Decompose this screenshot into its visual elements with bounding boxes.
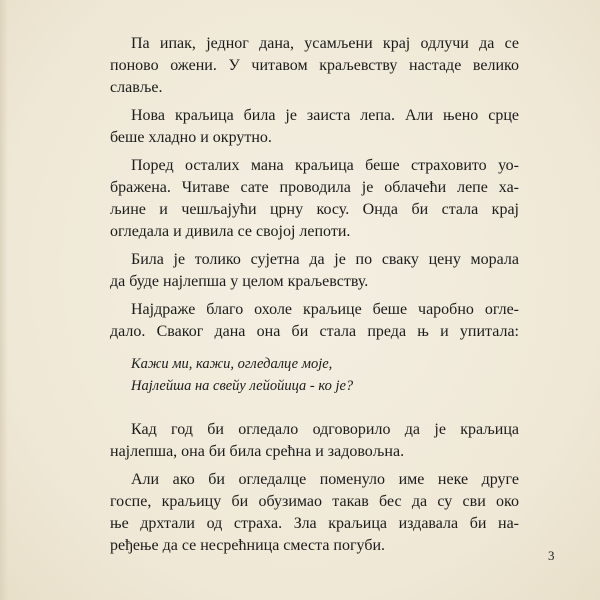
paragraph-5: [110, 299, 519, 343]
text-line: да буде најлепша у целом краљевству.: [110, 273, 369, 290]
paragraph-2: [110, 105, 519, 149]
text-line: Али ако би огледалце поменуло име неке друге: [131, 471, 519, 488]
mirror-verse: [131, 353, 519, 397]
verse-line: Кажи ми, кажи, огледалце моје,: [131, 356, 333, 372]
text-line: ње дрхтали од страха. Зла краљица издавала би на-: [110, 515, 519, 532]
page-fold-shadow: [0, 0, 8, 600]
paragraph-4: [110, 249, 519, 293]
text-line: љине и чешљајући црну косу. Онда би стала крај: [110, 201, 519, 218]
text-line: Нова краљица била је заиста лепа. Али њено срце: [131, 107, 519, 124]
text-line: Па ипак, једног дана, усамљени крај одлучи да се: [131, 35, 519, 52]
paragraph-6: [110, 419, 519, 463]
text-line: госпе, краљицу би обузимао такав бес да су сви око: [110, 493, 519, 510]
text-line: бражена. Читаве сате проводила је облачећи лепе ха-: [110, 179, 519, 196]
text-line: Била је толико сујетна да је по сваку цену морала: [131, 251, 519, 268]
page-number: 3: [548, 548, 555, 563]
text-line: најлепша, она би била срећна и задовољна.: [110, 443, 405, 460]
text-line: Кад год би огледало одговорило да је краљица: [131, 421, 519, 438]
text-line: дало. Сваког дана она би стала преда њ и упитала:: [110, 323, 519, 340]
text-line: поново ожени. У читавом краљевству настаде велико: [110, 57, 519, 74]
paragraph-7: [110, 469, 519, 557]
text-line: Најдраже благо охоле краљице беше чаробно огле-: [131, 301, 519, 318]
story-text: [110, 33, 519, 563]
paragraph-3: [110, 155, 519, 243]
text-line: ређење да се несрећница сместа погуби.: [110, 537, 386, 554]
text-line: беше хладно и окрутно.: [110, 129, 272, 146]
text-line: славље.: [110, 79, 163, 96]
text-line: огледала и дивила се својој лепоти.: [110, 223, 351, 240]
paragraph-1: [110, 33, 519, 99]
text-line: Поред осталих мана краљица беше страховито уо-: [131, 157, 519, 174]
verse-line: Најлейша на свейу лейойица - ко је?: [131, 378, 354, 394]
